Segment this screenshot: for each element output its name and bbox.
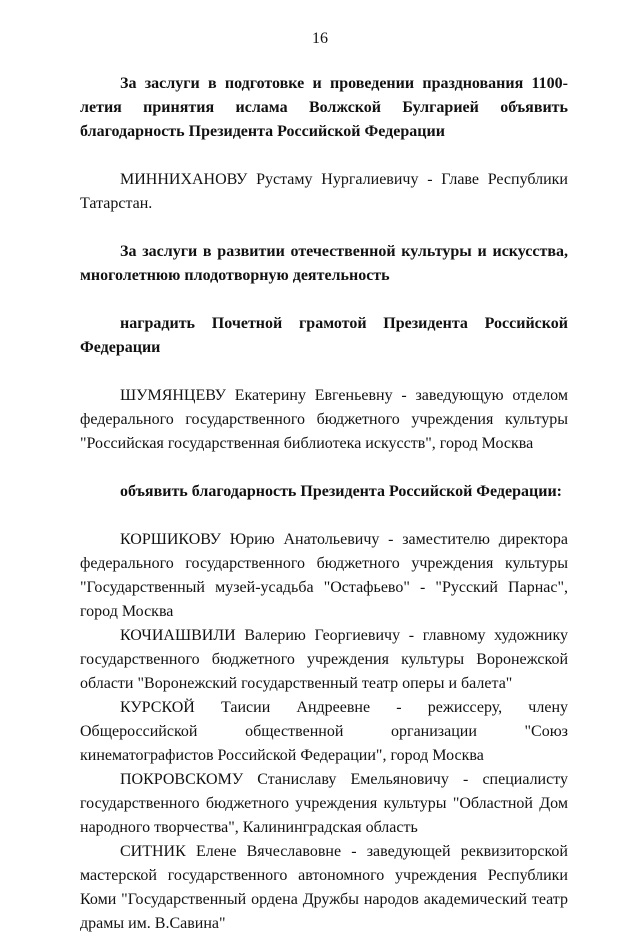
section-heading-islam-anniversary: За заслуги в подготовке и проведении празднования 1100-летия принятия ислама Волжской Булгарией объявить благодарность Президента Российской Федерации — [80, 75, 568, 140]
award-entry-pokrovsky: ПОКРОВСКОМУ Станиславу Емельяновичу - специалисту государственного бюджетного учреждения культуры "Областной Дом народного творчества", Калининградская область — [80, 771, 568, 836]
award-entry-shumyantseva: ШУМЯНЦЕВУ Екатерину Евгеньевну - заведующую отделом федерального государственного бюджетного учреждения культуры "Российская государственная библиотека искусств", город Москва — [80, 387, 568, 452]
page-number: 16 — [312, 30, 328, 47]
document-body — [80, 72, 568, 936]
award-entry-korshikov: КОРШИКОВУ Юрию Анатольевичу - заместителю директора федерального государственного бюджетного учреждения культуры "Государственный музей-усадьба "Остафьево" - "Русский Парнас", город Москва — [80, 531, 568, 620]
award-entry-kurskaya: КУРСКОЙ Таисии Андреевне - режиссеру, члену Общероссийской общественной организации "Союз кинематографистов Российской Федерации", город Москва — [80, 699, 568, 764]
award-type-certificate: наградить Почетной грамотой Президента Российской Федерации — [80, 315, 568, 356]
award-type-gratitude: объявить благодарность Президента Российской Федерации: — [120, 483, 562, 500]
section-heading-culture-merits: За заслуги в развитии отечественной культуры и искусства, многолетнюю плодотворную деятельность — [80, 243, 568, 284]
award-entry-kochiashvili: КОЧИАШВИЛИ Валерию Георгиевичу - главному художнику государственного бюджетного учреждения культуры Воронежской области "Воронежский государственный театр оперы и балета" — [80, 627, 568, 692]
award-entry-minnikhanov: МИННИХАНОВУ Рустаму Нургалиевичу - Главе Республики Татарстан. — [80, 171, 568, 212]
award-entry-sitnik: СИТНИК Елене Вячеславовне - заведующей реквизиторской мастерской государственного автономного учреждения Республики Коми "Государственный ордена Дружбы народов академический театр драмы им. В.Савина" — [80, 843, 568, 932]
